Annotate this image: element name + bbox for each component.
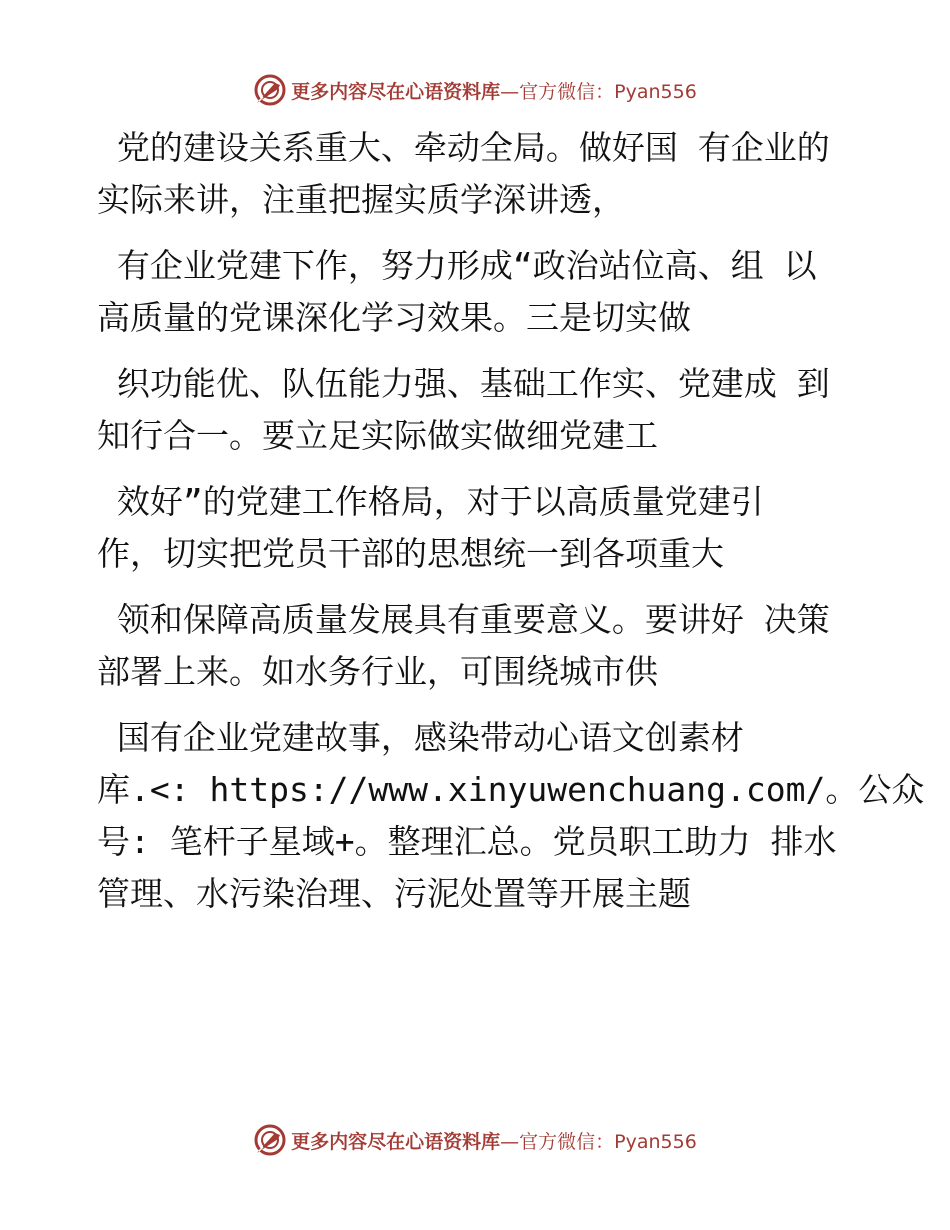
text-line: 领和保障高质量发展具有重要意义。要讲好 决策: [97, 600, 830, 639]
header-watermark-banner: [0, 70, 950, 110]
footer-watermark-banner: [0, 1120, 950, 1160]
text-line: 党的建设关系重大、牵动全局。做好国 有企业的: [97, 128, 830, 167]
banner-main-text: 更多内容尽在心语资料库: [291, 1130, 501, 1153]
text-line: 效好”的党建工作格局，对于以高质量党建引: [97, 482, 764, 521]
text-line: 部署上来。如水务行业，可围绕城市供: [97, 652, 658, 691]
document-body: [97, 122, 925, 920]
text-line: 知行合一。要立足实际做实做细党建工: [97, 416, 658, 455]
paragraph: [97, 594, 857, 698]
text-line: 管理、水污染治理、污泥处置等开展主题: [97, 874, 691, 913]
pen-logo-icon: [253, 73, 287, 107]
paragraph: [97, 358, 857, 462]
text-line: 作，切实把党员干部的思想统一到各项重大: [97, 534, 724, 573]
banner-contact-text: —官方微信：Pyan556: [500, 1130, 697, 1153]
paragraph: [97, 712, 925, 920]
banner-contact-text: —官方微信：Pyan556: [500, 80, 697, 103]
banner-main-text: 更多内容尽在心语资料库: [291, 80, 501, 103]
paragraph: [97, 476, 857, 580]
text-line: 有企业党建下作，努力形成“政治站位高、组 以: [97, 246, 817, 285]
paragraph: [97, 122, 857, 226]
text-line: 号: 笔杆子星域+。整理汇总。党员职工助力 排水: [97, 822, 837, 861]
pen-logo-icon: [253, 1123, 287, 1157]
text-line: 库.<: https://www.xinyuwenchuang.com/。公众: [97, 770, 925, 809]
text-line: 国有企业党建故事，感染带动心语文创素材: [97, 718, 744, 757]
text-line: 实际来讲，注重把握实质学深讲透，: [97, 180, 625, 219]
text-line: 织功能优、队伍能力强、基础工作实、党建成 到: [97, 364, 830, 403]
paragraph: [97, 240, 857, 344]
text-line: 高质量的党课深化学习效果。三是切实做: [97, 298, 691, 337]
